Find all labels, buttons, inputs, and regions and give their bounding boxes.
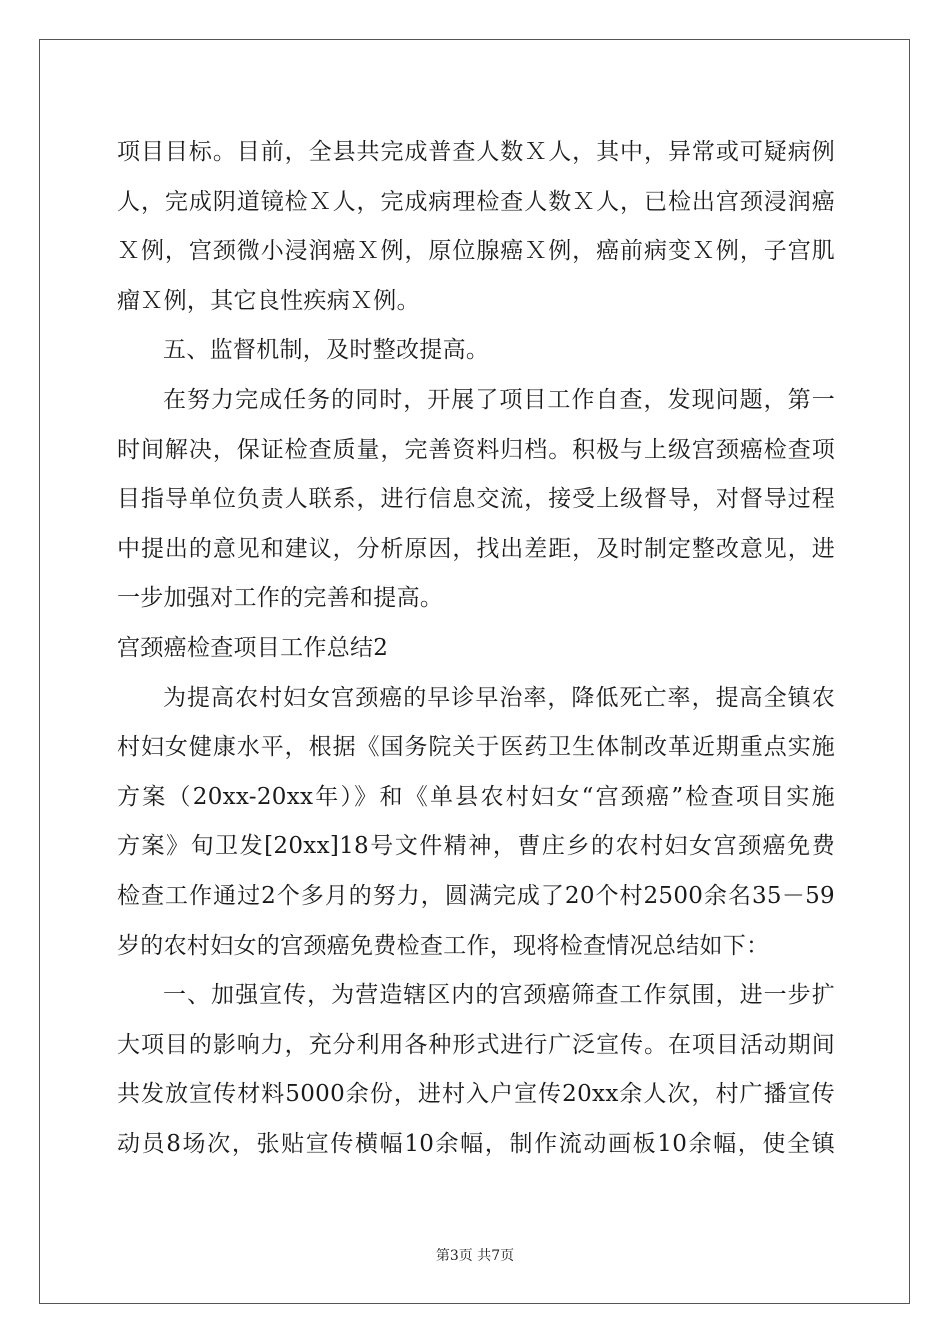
text-line: 动员8场次，张贴宣传横幅10余幅，制作流动画板10余幅，使全镇 — [117, 1130, 835, 1157]
text-line: 岁的农村妇女的宫颈癌免费检查工作，现将检查情况总结如下： — [117, 932, 770, 959]
text-line: 项目目标。目前，全县共完成普查人数Ｘ人，其中，异常或可疑病例 — [117, 139, 835, 165]
text-line: 方案》旬卫发[20xx]18号文件精神，曹庄乡的农村妇女宫颈癌免费 — [117, 833, 835, 860]
text-line: 宫颈癌检查项目工作总结2 — [117, 634, 389, 661]
document-body — [117, 128, 835, 1169]
text-line: 村妇女健康水平，根据《国务院关于医药卫生体制改革近期重点实施 — [117, 734, 835, 761]
text-line: 大项目的影响力，充分利用各种形式进行广泛宣传。在项目活动期间 — [117, 1031, 835, 1058]
text-line: 时间解决，保证检查质量，完善资料归档。积极与上级宫颈癌检查项 — [117, 436, 835, 463]
text-line: 共发放宣传材料5000余份，进村入户宣传20xx余人次，村广播宣传 — [117, 1081, 835, 1108]
text-line: 检查工作通过2个多月的努力，圆满完成了20个村2500余名35－59 — [117, 882, 835, 909]
page-number-footer: 第3页 共7页 — [435, 1248, 515, 1264]
text-line: 一、加强宣传，为营造辖区内的宫颈癌筛查工作氛围，进一步扩 — [163, 982, 835, 1009]
text-line: 目指导单位负责人联系，进行信息交流，接受上级督导，对督导过程 — [117, 486, 835, 513]
text-line: 为提高农村妇女宫颈癌的早诊早治率，降低死亡率，提高全镇农 — [163, 684, 835, 711]
text-line: 一步加强对工作的完善和提高。 — [117, 585, 444, 612]
text-line: 瘤Ｘ例，其它良性疾病Ｘ例。 — [117, 287, 420, 314]
text-line: 五、监督机制，及时整改提高。 — [163, 337, 490, 364]
text-line: 人，完成阴道镜检Ｘ人，完成病理检查人数Ｘ人，已检出宫颈浸润癌 — [117, 188, 835, 215]
text-line: 中提出的意见和建议，分析原因，找出差距，及时制定整改意见，进 — [117, 535, 835, 562]
text-line: 在努力完成任务的同时，开展了项目工作自查，发现问题，第一 — [163, 386, 835, 413]
text-line: Ｘ例，宫颈微小浸润癌Ｘ例，原位腺癌Ｘ例，癌前病变Ｘ例，子宫肌 — [117, 238, 835, 265]
text-line: 方案（20xx-20xx年）》和《单县农村妇女“宫颈癌”检查项目实施 — [117, 783, 835, 810]
